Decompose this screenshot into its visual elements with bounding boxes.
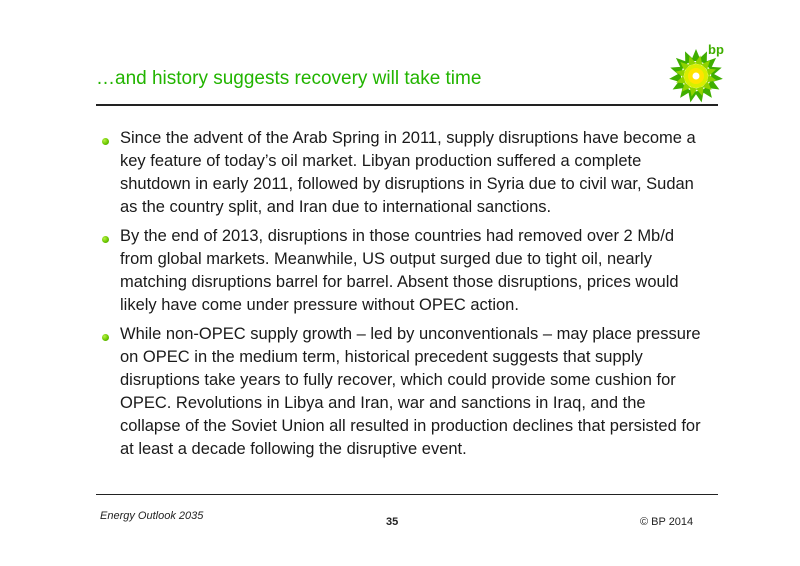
slide-title: …and history suggests recovery will take time [96, 68, 482, 89]
footer-copyright: © BP 2014 [640, 516, 694, 528]
footer-divider [96, 494, 718, 495]
bullet-text: By the end of 2013, disruptions in those countries had removed over 2 Mb/d from global markets. Meanwhile, US output surged due to tight oil, nearly matching disruptions barrel for barrel. Absent those disruptions, prices would likely have come under pressure without OPEC action. [120, 227, 679, 314]
bullet-item [100, 323, 710, 461]
bullet-item [100, 127, 710, 219]
green-bullet-icon [102, 138, 109, 145]
page-number: 35 [386, 516, 399, 528]
bullet-list [100, 127, 710, 467]
header-divider [96, 104, 718, 106]
bullet-item [100, 225, 710, 317]
bp-logo-text: bp [708, 42, 724, 57]
bp-helios-logo-icon [664, 40, 728, 104]
bullet-text: While non-OPEC supply growth – led by unconventionals – may place pressure on OPEC in the medium term, historical precedent suggests that supply disruptions take years to fully recover, which could provide some cushion for OPEC. Revolutions in Libya and Iran, war and sanctions in Iraq, and the collapse of the Soviet Union all resulted in production declines that persisted for at least a decade following the disruptive event. [120, 325, 701, 458]
bullet-text: Since the advent of the Arab Spring in 2011, supply disruptions have become a key feature of today’s oil market. Libyan production suffered a complete shutdown in early 2011, followed by disruptions in Syria due to civil war, Sudan as the country split, and Iran due to international sanctions. [120, 129, 696, 216]
footer-publication-title: Energy Outlook 2035 [100, 510, 204, 522]
green-bullet-icon [102, 334, 109, 341]
green-bullet-icon [102, 236, 109, 243]
